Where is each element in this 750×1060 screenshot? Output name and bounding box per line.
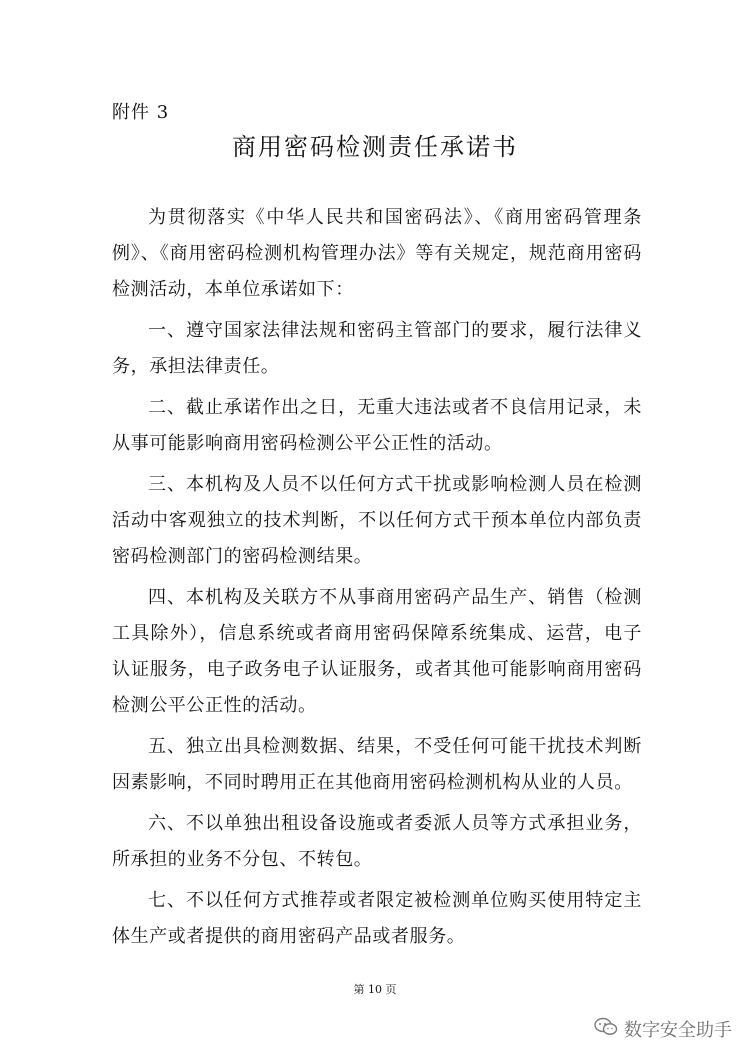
paragraph-item-1: 一、遵守国家法律法规和密码主管部门的要求，履行法律义务，承担法律责任。: [112, 320, 642, 377]
document-title: 商用密码检测责任承诺书: [232, 133, 518, 161]
paragraph-item-4: 四、本机构及关联方不从事商用密码产品生产、销售（检测工具除外），信息系统或者商用密码保障系统集成、运营，电子认证服务，电子政务电子认证服务，或者其他可能影响商用密码检测公平公正性的活动。: [112, 587, 642, 716]
attachment-label: 附件 3: [112, 102, 170, 123]
page-number: 第 10 页: [353, 983, 397, 996]
paragraph-item-3: 三、本机构及人员不以任何方式干扰或影响检测人员在检测活动中客观独立的技术判断，不以任何方式干预本单位内部负责密码检测部门的密码检测结果。: [112, 474, 642, 567]
paragraph-item-6: 六、不以单独出租设备设施或者委派人员等方式承担业务，所承担的业务不分包、不转包。: [112, 813, 642, 870]
watermark: [594, 1016, 732, 1042]
paragraph-item-5: 五、独立出具检测数据、结果，不受任何可能干扰技术判断因素影响，不同时聘用正在其他商用密码检测机构从业的人员。: [112, 736, 642, 793]
paragraph-intro: 为贯彻落实《中华人民共和国密码法》、《商用密码管理条例》、《商用密码检测机构管理办法》等有关规定，规范商用密码检测活动，本单位承诺如下：: [112, 207, 642, 300]
paragraph-item-7: 七、不以任何方式推荐或者限定被检测单位购买使用特定主体生产或者提供的商用密码产品或者服务。: [112, 890, 642, 947]
paragraph-item-2: 二、截止承诺作出之日，无重大违法或者不良信用记录，未从事可能影响商用密码检测公平公正性的活动。: [112, 397, 642, 454]
wechat-icon: [594, 1017, 618, 1042]
watermark-text: 数字安全助手: [624, 1020, 732, 1041]
document-body: [112, 200, 642, 960]
